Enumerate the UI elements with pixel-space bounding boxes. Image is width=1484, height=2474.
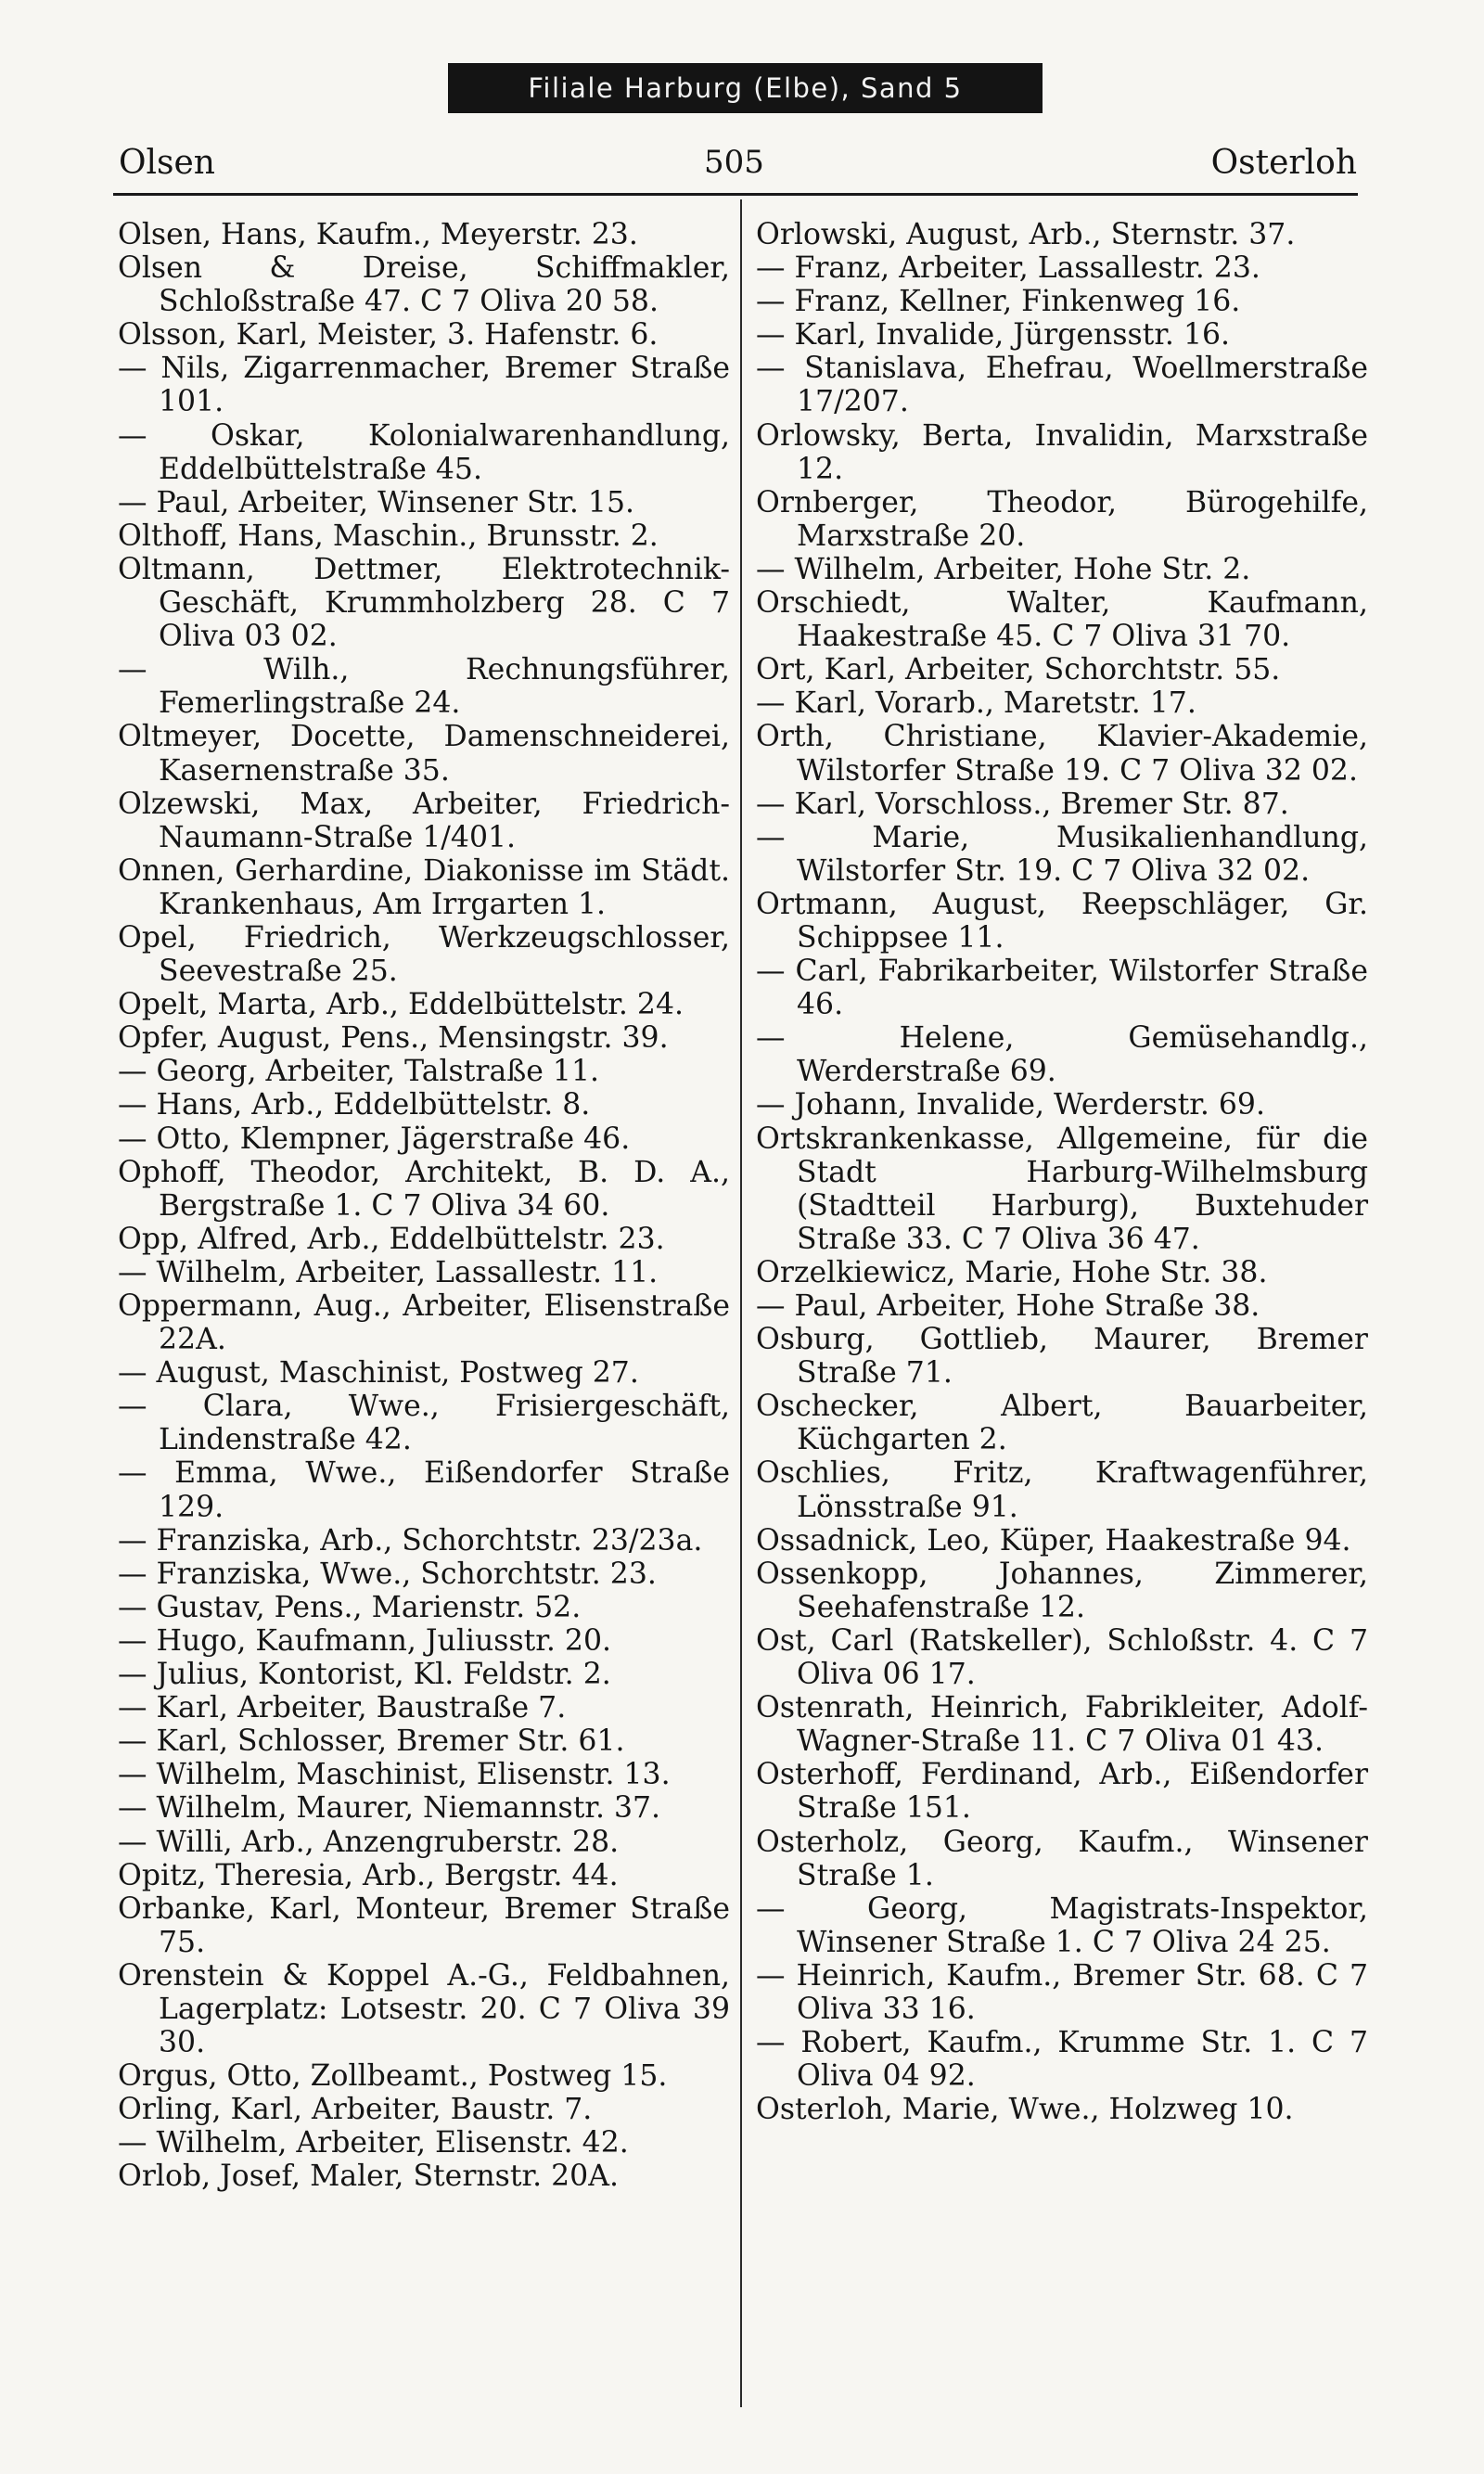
- directory-entry: — Heinrich, Kaufm., Bremer Str. 68. C 7 Oliva 33 16.: [756, 1958, 1368, 2026]
- column-divider: [740, 199, 742, 2407]
- directory-entry: — Robert, Kaufm., Krumme Str. 1. C 7 Oliva 04 92.: [756, 2026, 1368, 2094]
- directory-entry: — Wilhelm, Arbeiter, Hohe Str. 2.: [756, 552, 1251, 586]
- directory-entry: Opel, Friedrich, Werkzeugschlosser, Seevestraße 25.: [118, 920, 730, 989]
- directory-entry: Ossenkopp, Johannes, Zimmerer, Seehafenstraße 12.: [756, 1557, 1368, 1624]
- directory-entry: — Emma, Wwe., Eißendorfer Straße 129.: [118, 1456, 730, 1524]
- directory-entry: Ort, Karl, Arbeiter, Schorchtstr. 55.: [756, 653, 1281, 687]
- directory-entry: — Franziska, Wwe., Schorchtstr. 23.: [118, 1557, 657, 1591]
- directory-entry: Orgus, Otto, Zollbeamt., Postweg 15.: [118, 2059, 668, 2094]
- left-column: [118, 218, 730, 2194]
- directory-entry: — Wilhelm, Maschinist, Elisenstr. 13.: [118, 1758, 671, 1792]
- directory-entry: — Clara, Wwe., Frisiergeschäft, Lindenstraße 42.: [118, 1390, 730, 1457]
- directory-entry: — Georg, Magistrats-Inspektor, Winsener Straße 1. C 7 Oliva 24 25.: [756, 1891, 1368, 1959]
- directory-entry: — Karl, Invalide, Jürgensstr. 16.: [756, 318, 1231, 353]
- page-number: 505: [704, 144, 764, 181]
- directory-entry: — Marie, Musikalienhandlung, Wilstorfer Str. 19. C 7 Oliva 32 02.: [756, 820, 1368, 888]
- directory-entry: — Wilh., Rechnungsführer, Femerlingstraße 24.: [118, 653, 730, 721]
- directory-entry: — August, Maschinist, Postweg 27.: [118, 1356, 639, 1391]
- directory-entry: Olsen, Hans, Kaufm., Meyerstr. 23.: [118, 218, 638, 251]
- directory-entry: — Hans, Arb., Eddelbüttelstr. 8.: [118, 1088, 591, 1122]
- directory-entry: Orlob, Josef, Maler, Sternstr. 20A.: [118, 2160, 619, 2194]
- directory-entry: Orlowsky, Berta, Invalidin, Marxstraße 12.: [756, 418, 1368, 486]
- header-rule: [113, 193, 1358, 196]
- directory-entry: — Julius, Kontorist, Kl. Feldstr. 2.: [118, 1658, 611, 1692]
- directory-entry: Onnen, Gerhardine, Diakonisse im Städt. Krankenhaus, Am Irrgarten 1.: [118, 853, 730, 921]
- directory-entry: Orbanke, Karl, Monteur, Bremer Straße 75.: [118, 1891, 730, 1959]
- directory-entry: — Franziska, Arb., Schorchtstr. 23/23a.: [118, 1523, 703, 1557]
- directory-entry: — Gustav, Pens., Marienstr. 52.: [118, 1590, 582, 1624]
- directory-entry: — Wilhelm, Arbeiter, Elisenstr. 42.: [118, 2126, 629, 2160]
- directory-entry: Orth, Christiane, Klavier-Akademie, Wilstorfer Straße 19. C 7 Oliva 32 02.: [756, 720, 1368, 788]
- directory-entry: — Franz, Arbeiter, Lassallestr. 23.: [756, 251, 1260, 286]
- directory-entry: Osterhoff, Ferdinand, Arb., Eißendorfer Straße 151.: [756, 1758, 1368, 1826]
- directory-entry: — Johann, Invalide, Werderstr. 69.: [756, 1088, 1265, 1122]
- directory-entry: Orzelkiewicz, Marie, Hohe Str. 38.: [756, 1255, 1268, 1289]
- directory-entry: Opfer, August, Pens., Mensingstr. 39.: [118, 1021, 669, 1056]
- directory-entry: — Oskar, Kolonialwarenhandlung, Eddelbüttelstraße 45.: [118, 418, 730, 486]
- directory-entry: Ostenrath, Heinrich, Fabrikleiter, Adolf-Wagner-Straße 11. C 7 Oliva 01 43.: [756, 1691, 1368, 1759]
- directory-entry: Osburg, Gottlieb, Maurer, Bremer Straße 71.: [756, 1323, 1368, 1391]
- header-last-entry: Osterloh: [1210, 144, 1357, 182]
- directory-entry: — Wilhelm, Maurer, Niemannstr. 37.: [118, 1791, 661, 1826]
- directory-entry: Oppermann, Aug., Arbeiter, Elisenstraße 22A.: [118, 1289, 730, 1357]
- branch-banner: Filiale Harburg (Elbe), Sand 5: [448, 63, 1043, 113]
- directory-entry: Olthoff, Hans, Maschin., Brunsstr. 2.: [118, 519, 659, 553]
- directory-entry: — Otto, Klempner, Jägerstraße 46.: [118, 1122, 631, 1156]
- directory-entry: — Karl, Vorarb., Maretstr. 17.: [756, 686, 1196, 721]
- directory-entry: Olzewski, Max, Arbeiter, Friedrich-Naumann-Straße 1/401.: [118, 787, 730, 854]
- directory-entry: Orschiedt, Walter, Kaufmann, Haakestraße 45. C 7 Oliva 31 70.: [756, 586, 1368, 654]
- directory-entry: Orling, Karl, Arbeiter, Baustr. 7.: [118, 2093, 593, 2127]
- directory-entry: Ortmann, August, Reepschläger, Gr. Schippsee 11.: [756, 887, 1368, 955]
- directory-entry: Olsen & Dreise, Schiffmakler, Schloßstraße 47. C 7 Oliva 20 58.: [118, 251, 730, 319]
- directory-entry: Opelt, Marta, Arb., Eddelbüttelstr. 24.: [118, 988, 684, 1022]
- directory-entry: — Karl, Schlosser, Bremer Str. 61.: [118, 1724, 625, 1759]
- directory-entry: — Wilhelm, Arbeiter, Lassallestr. 11.: [118, 1255, 659, 1289]
- directory-entry: Orlowski, August, Arb., Sternstr. 37.: [756, 218, 1296, 251]
- directory-entry: Oschlies, Fritz, Kraftwagenführer, Lönsstraße 91.: [756, 1456, 1368, 1524]
- directory-entry: — Karl, Vorschloss., Bremer Str. 87.: [756, 787, 1289, 821]
- directory-entry: Opitz, Theresia, Arb., Bergstr. 44.: [118, 1858, 619, 1892]
- directory-entry: — Nils, Zigarrenmacher, Bremer Straße 101.: [118, 352, 730, 419]
- directory-entry: — Karl, Arbeiter, Baustraße 7.: [118, 1691, 567, 1725]
- directory-entry: Ophoff, Theodor, Architekt, B. D. A., Bergstraße 1. C 7 Oliva 34 60.: [118, 1155, 730, 1223]
- directory-entry: — Paul, Arbeiter, Winsener Str. 15.: [118, 485, 635, 519]
- directory-entry: Orenstein & Koppel A.-G., Feldbahnen, Lagerplatz: Lotsestr. 20. C 7 Oliva 39 30.: [118, 1958, 730, 2060]
- page-header: [111, 139, 1357, 195]
- directory-entry: Oschecker, Albert, Bauarbeiter, Küchgarten 2.: [756, 1390, 1368, 1457]
- directory-entry: — Paul, Arbeiter, Hohe Straße 38.: [756, 1289, 1260, 1323]
- directory-entry: Osterloh, Marie, Wwe., Holzweg 10.: [756, 2093, 1294, 2127]
- directory-entry: — Stanislava, Ehefrau, Woellmerstraße 17/207.: [756, 352, 1368, 419]
- directory-entry: — Hugo, Kaufmann, Juliusstr. 20.: [118, 1623, 611, 1658]
- directory-entry: Ortskrankenkasse, Allgemeine, für die Stadt Harburg-Wilhelmsburg (Stadtteil Harburg), Buxtehuder Straße 33. C 7 Oliva 36 47.: [756, 1122, 1368, 1256]
- directory-entry: Ornberger, Theodor, Bürogehilfe, Marxstraße 20.: [756, 485, 1368, 553]
- directory-entry: — Georg, Arbeiter, Talstraße 11.: [118, 1055, 600, 1089]
- directory-entry: — Helene, Gemüsehandlg., Werderstraße 69.: [756, 1021, 1368, 1089]
- directory-entry: Ossadnick, Leo, Küper, Haakestraße 94.: [756, 1523, 1351, 1557]
- directory-entry: Opp, Alfred, Arb., Eddelbüttelstr. 23.: [118, 1222, 665, 1256]
- directory-entry: Oltmeyer, Docette, Damenschneiderei, Kasernenstraße 35.: [118, 720, 730, 788]
- directory-entry: Osterholz, Georg, Kaufm., Winsener Straße 1.: [756, 1825, 1368, 1892]
- directory-entry: Oltmann, Dettmer, Elektrotechnik-Geschäft, Krummholzberg 28. C 7 Oliva 03 02.: [118, 552, 730, 654]
- directory-entry: — Franz, Kellner, Finkenweg 16.: [756, 285, 1241, 319]
- right-column: [756, 218, 1368, 2126]
- directory-entry: — Carl, Fabrikarbeiter, Wilstorfer Straße 46.: [756, 955, 1368, 1022]
- directory-entry: — Willi, Arb., Anzengruberstr. 28.: [118, 1825, 620, 1859]
- directory-entry: Olsson, Karl, Meister, 3. Hafenstr. 6.: [118, 318, 659, 353]
- header-first-entry: Olsen: [119, 144, 215, 182]
- directory-entry: Ost, Carl (Ratskeller), Schloßstr. 4. C 7 Oliva 06 17.: [756, 1623, 1368, 1692]
